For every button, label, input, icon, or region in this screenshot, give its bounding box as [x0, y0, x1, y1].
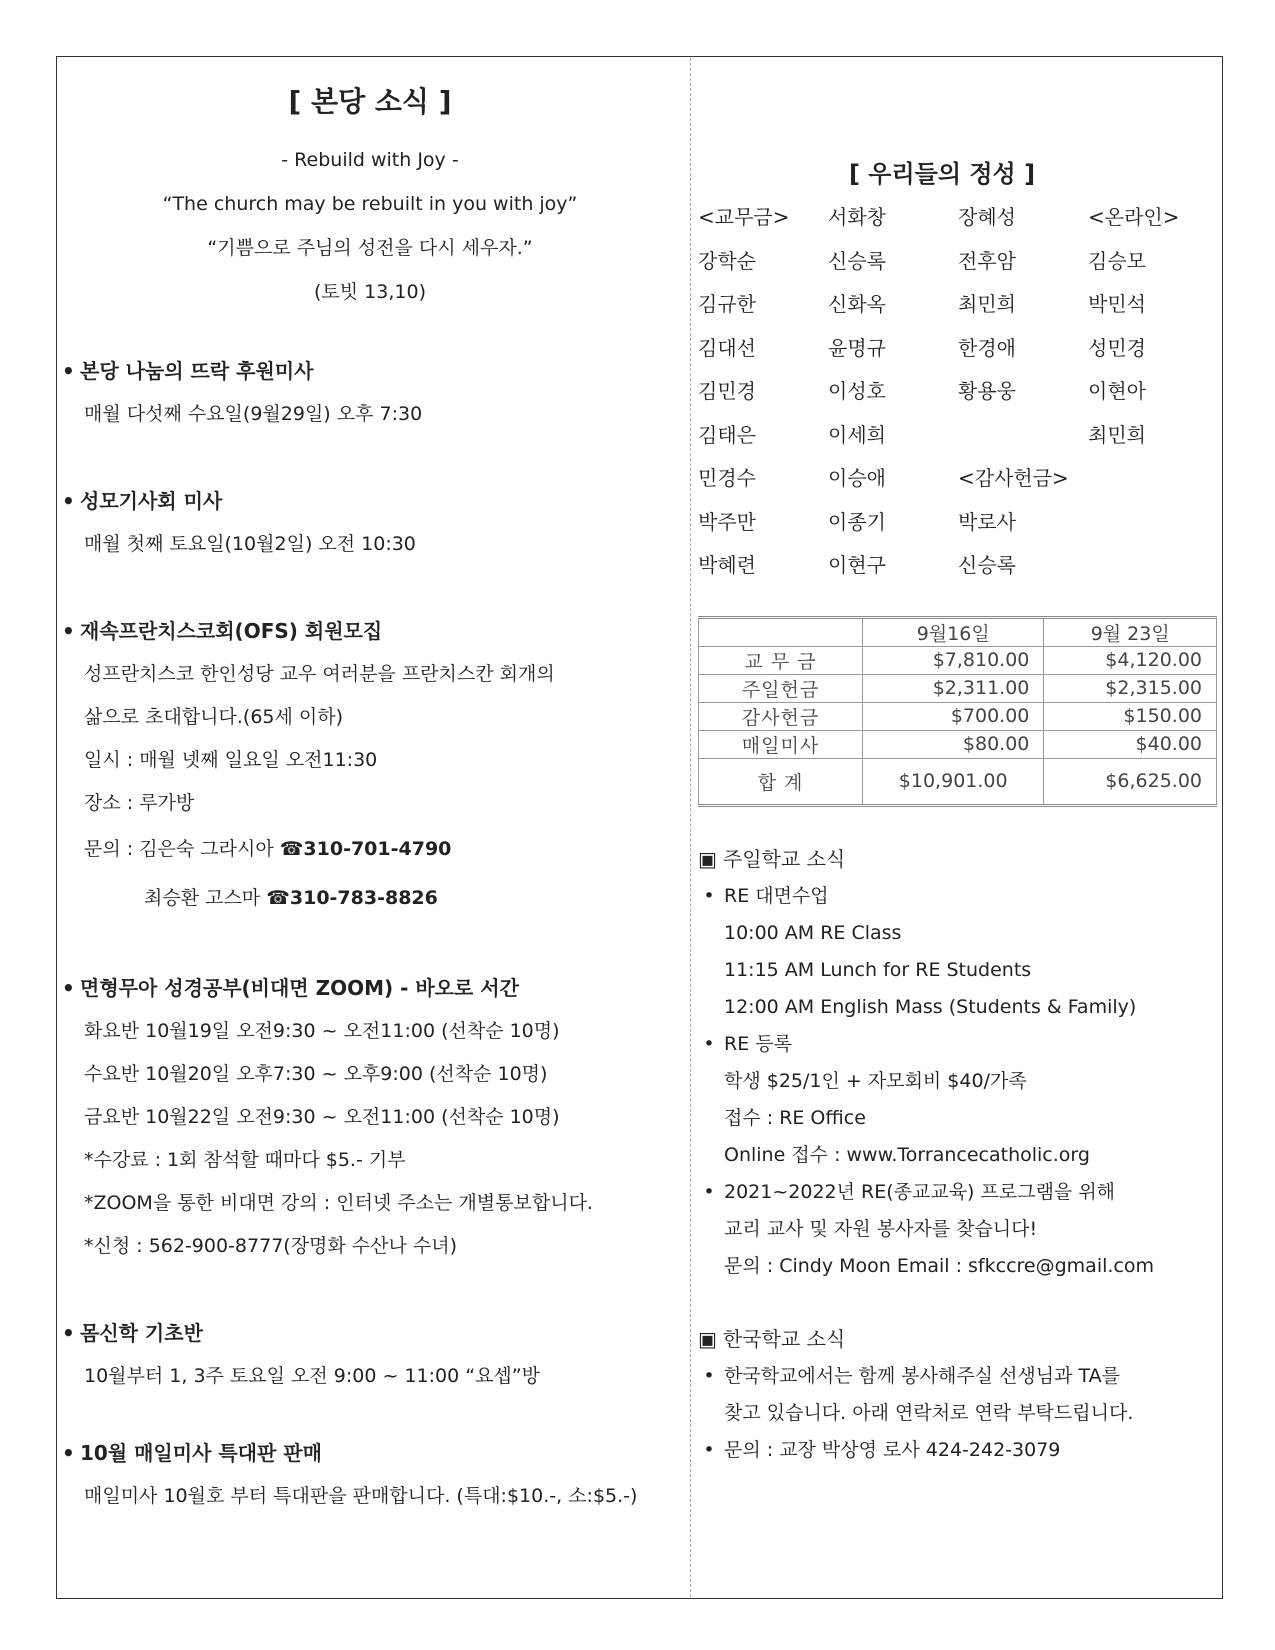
donor-name: 김태은	[698, 422, 756, 447]
bullet-item	[698, 878, 1218, 915]
donor-name: 신화옥	[828, 292, 886, 316]
section-line: 화요반 10월19일 오전9:30 ~ 오전11:00 (선착순 10명)	[84, 1020, 560, 1042]
bullet-text: RE 대면수업	[724, 884, 829, 907]
section-heading	[698, 841, 1218, 878]
detail-line: 11:15 AM Lunch for RE Students	[724, 958, 1032, 981]
donor-name: 박혜련	[698, 553, 756, 577]
donor-name: 민경수	[698, 466, 756, 490]
section-line: 10월부터 1, 3주 토요일 오전 9:00 ~ 11:00 “요셉”방	[84, 1365, 540, 1387]
donor-name	[1088, 544, 1218, 588]
donor-name: <감사헌금>	[958, 466, 1069, 490]
theme-line: - Rebuild with Joy -	[281, 149, 459, 171]
amount-cell: $10,901.00	[863, 758, 1044, 805]
contact-name: 문의 : 김은숙 그라시아	[84, 838, 280, 860]
detail-line: 학생 $25/1인 + 자모회비 $40/가족	[724, 1069, 1027, 1092]
bullet-item	[698, 1174, 1218, 1211]
email-contact[interactable]: 문의 : Cindy Moon Email : sfkccre@gmail.com	[724, 1254, 1154, 1277]
donor-name: 이현구	[828, 553, 886, 577]
section-line: 수요반 10월20일 오후7:30 ~ 오후9:00 (선착순 10명)	[84, 1063, 548, 1085]
amount-cell: $40.00	[1044, 730, 1217, 758]
donor-name: 전후암	[958, 248, 1016, 273]
offerings-title: [ 우리들의 정성 ]	[848, 160, 1036, 188]
table-row	[699, 730, 1217, 758]
phone-number: ☎310-783-8826	[266, 887, 438, 909]
detail-line: 교리 교사 및 자원 봉사자를 찾습니다!	[724, 1217, 1038, 1240]
section-line: *ZOOM을 통한 비대면 강의 : 인터넷 주소는 개별통보합니다.	[84, 1192, 593, 1214]
bullet-item	[698, 1026, 1218, 1063]
quote-reference: (토빗 13,10)	[314, 281, 426, 303]
donor-name: <온라인>	[1088, 205, 1180, 229]
section-heading-text: 재속프란치스코회(OFS) 회원모집	[80, 619, 383, 643]
bullet: •	[62, 619, 75, 643]
donor-name: 최민희	[958, 292, 1016, 316]
bullet: •	[703, 884, 715, 907]
bullet: •	[703, 1364, 715, 1387]
amount-cell: $2,311.00	[863, 674, 1044, 702]
table-row	[699, 674, 1217, 702]
bullet: •	[703, 1438, 715, 1461]
section-line: 매월 첫째 토요일(10월2일) 오전 10:30	[84, 533, 416, 555]
donor-name: 박로사	[958, 509, 1016, 534]
square-icon: ▣	[698, 846, 717, 871]
donor-name: 김대선	[698, 335, 756, 360]
donor-name: 이성호	[828, 379, 886, 403]
row-label: 매일미사	[699, 730, 863, 758]
bullet-text: 문의 : 교장 박상영 로사 424-242-3079	[724, 1438, 1061, 1461]
section-heading	[60, 610, 680, 653]
table-header-cell: 9월 23일	[1044, 617, 1217, 646]
donor-name: 신승록	[828, 248, 886, 273]
section-line: 매일미사 10월호 부터 특대판을 판매합니다. (특대:$10.-, 소:$5.-)	[84, 1485, 638, 1507]
section-heading	[60, 350, 680, 393]
section-heading-text: 성모기사회 미사	[80, 489, 223, 513]
section-heading-text: 주일학교 소식	[722, 846, 846, 871]
section-heading	[60, 967, 680, 1010]
quote-korean: “기쁨으로 주님의 성전을 다시 세우자.”	[207, 237, 533, 259]
donor-name: 황용웅	[958, 379, 1016, 403]
donor-name: 이세희	[828, 422, 886, 447]
donor-name	[1088, 457, 1218, 501]
donor-name: 김민경	[698, 379, 756, 403]
amount-cell: $700.00	[863, 702, 1044, 730]
donor-name: 이승애	[828, 466, 886, 490]
bullet: •	[703, 1032, 715, 1055]
bullet: •	[62, 1321, 75, 1345]
donor-name: 박민석	[1088, 292, 1146, 316]
bullet-item	[698, 1358, 1218, 1395]
donor-name: 김규한	[698, 292, 756, 316]
donor-name: 강학순	[698, 248, 756, 273]
bullet-text: 한국학교에서는 함께 봉사해주실 선생님과 TA를	[724, 1364, 1121, 1387]
donor-name: 이종기	[828, 509, 886, 534]
section-line: 일시 : 매월 넷째 일요일 오전11:30	[84, 749, 378, 771]
parish-news-column	[60, 80, 680, 1518]
section-heading-text: 몸신학 기초반	[80, 1321, 203, 1345]
bullet: •	[62, 1441, 75, 1465]
bullet: •	[62, 976, 75, 1000]
donor-names-grid	[698, 196, 1218, 588]
amount-cell: $150.00	[1044, 702, 1217, 730]
website-link[interactable]: Online 접수 : www.Torrancecatholic.org	[724, 1143, 1090, 1166]
column-divider	[690, 58, 691, 1597]
amount-cell: $7,810.00	[863, 646, 1044, 674]
donor-name: 신승록	[958, 553, 1016, 577]
section-heading-text: 본당 나눔의 뜨락 후원미사	[80, 359, 314, 383]
donor-name: 한경애	[958, 335, 1016, 360]
section-line: *수강료 : 1회 참석할 때마다 $5.- 기부	[84, 1149, 406, 1171]
section-line: *신청 : 562-900-8777(장명화 수산나 수녀)	[84, 1235, 458, 1257]
bullet-text: 2021~2022년 RE(종교교육) 프로그램을 위해	[724, 1180, 1116, 1203]
donor-name	[958, 414, 1088, 458]
offering-totals-table	[698, 616, 1217, 807]
square-icon: ▣	[698, 1326, 717, 1351]
phone-number: ☎310-701-4790	[279, 838, 452, 860]
detail-line: 접수 : RE Office	[724, 1106, 866, 1129]
amount-cell: $4,120.00	[1044, 646, 1217, 674]
donor-name: 윤명규	[828, 335, 886, 360]
section-heading	[60, 1432, 680, 1475]
donor-name: 이현아	[1088, 379, 1146, 403]
section-line: 금요반 10월22일 오전9:30 ~ 오전11:00 (선착순 10명)	[84, 1106, 560, 1128]
offerings-column	[698, 80, 1218, 1469]
bullet-item	[698, 1432, 1218, 1469]
donor-name	[1088, 501, 1218, 545]
row-label: 주일헌금	[699, 674, 863, 702]
section-line: 성프란치스코 한인성당 교우 여러분을 프란치스칸 회개의	[84, 663, 555, 685]
section-line: 삶으로 초대합니다.(65세 이하)	[84, 706, 344, 728]
section-heading	[60, 480, 680, 523]
section-line: 장소 : 루가방	[84, 792, 195, 814]
section-heading	[60, 1312, 680, 1355]
donor-name: 장혜성	[958, 205, 1016, 229]
contact-line	[60, 874, 680, 923]
donor-name: 김승모	[1088, 248, 1146, 273]
section-heading-text: 한국학교 소식	[722, 1326, 846, 1351]
section-heading-text: 면형무아 성경공부(비대면 ZOOM) - 바오로 서간	[80, 976, 519, 1000]
row-label: 감사헌금	[699, 702, 863, 730]
table-header-cell	[699, 617, 863, 646]
table-row	[699, 702, 1217, 730]
detail-line: 찾고 있습니다. 아래 연락처로 연락 부탁드립니다.	[724, 1401, 1134, 1424]
amount-cell: $80.00	[863, 730, 1044, 758]
section-heading	[698, 1321, 1218, 1358]
parish-news-title: [ 본당 소식 ]	[288, 85, 452, 118]
table-header-cell: 9월16일	[863, 617, 1044, 646]
row-label: 합 계	[699, 758, 863, 805]
donor-name: 서화창	[828, 205, 886, 229]
detail-line: 12:00 AM English Mass (Students & Family)	[724, 995, 1137, 1018]
detail-line: 10:00 AM RE Class	[724, 921, 902, 944]
quote-english: “The church may be rebuilt in you with joy”	[162, 193, 578, 215]
contact-name: 최승환 고스마	[144, 887, 267, 909]
bullet: •	[62, 489, 75, 513]
bullet: •	[62, 359, 75, 383]
contact-line	[60, 825, 680, 874]
row-label: 교 무 금	[699, 646, 863, 674]
amount-cell: $6,625.00	[1044, 758, 1217, 805]
donor-name: 최민희	[1088, 422, 1146, 447]
bullet-text: RE 등록	[724, 1032, 792, 1055]
section-heading-text: 10월 매일미사 특대판 판매	[80, 1441, 322, 1465]
donor-name: 박주만	[698, 509, 756, 534]
table-row	[699, 646, 1217, 674]
section-line: 매월 다섯째 수요일(9월29일) 오후 7:30	[84, 403, 423, 425]
table-total-row	[699, 758, 1217, 805]
bullet: •	[703, 1180, 715, 1203]
donor-name: <교무금>	[698, 205, 790, 229]
donor-name: 성민경	[1088, 335, 1146, 360]
table-header-row	[699, 617, 1217, 646]
amount-cell: $2,315.00	[1044, 674, 1217, 702]
